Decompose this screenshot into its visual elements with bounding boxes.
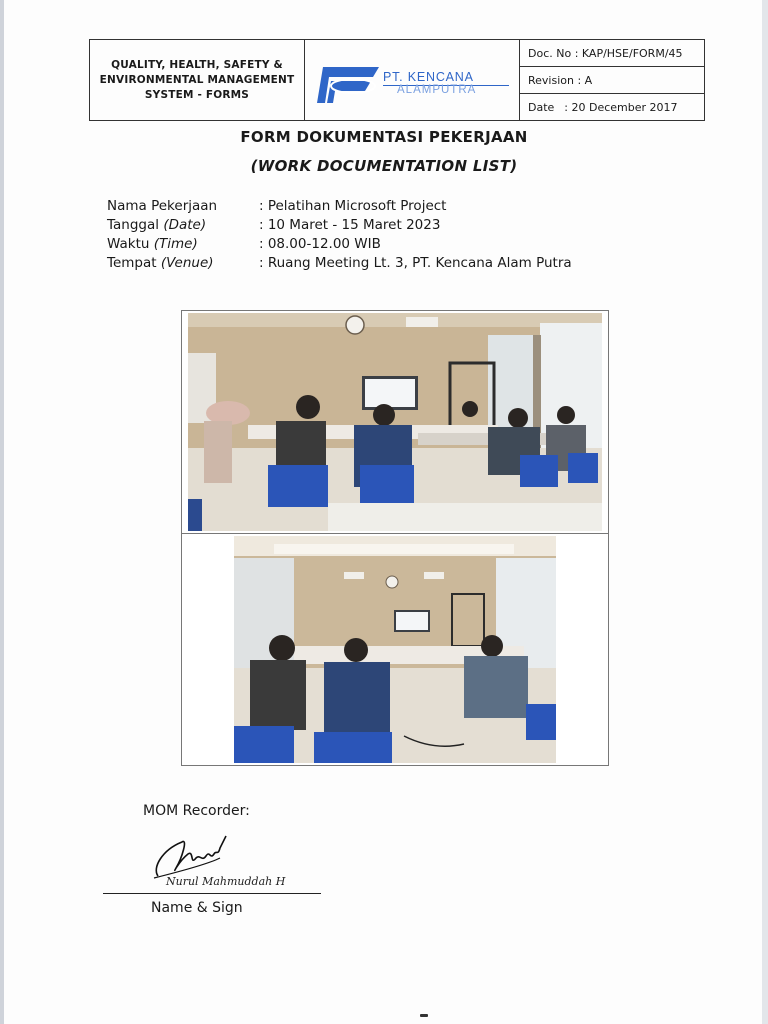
scan-mark — [420, 1014, 428, 1017]
company-name-sub: ALAMPUTRA — [397, 84, 477, 96]
training-photo-2 — [234, 536, 556, 763]
date-value: : 10 Maret - 15 Maret 2023 — [259, 217, 441, 233]
training-photo-1 — [188, 313, 602, 531]
system-title-line: SYSTEM - FORMS — [144, 88, 250, 101]
page-edge — [762, 0, 768, 1024]
date-label-id: Tanggal — [107, 217, 160, 233]
document-header — [89, 39, 705, 121]
job-value: : Pelatihan Microsoft Project — [259, 198, 447, 214]
time-label-id: Waktu — [107, 236, 150, 252]
form-subtitle: (WORK DOCUMENTATION LIST) — [250, 157, 518, 175]
time-value: : 08.00-12.00 WIB — [259, 236, 381, 252]
doc-number: Doc. No : KAP/HSE/FORM/45 — [520, 40, 704, 67]
detail-row-venue — [107, 254, 572, 273]
mom-recorder-label: MOM Recorder: — [143, 803, 250, 819]
venue-label-en: (Venue) — [160, 255, 214, 271]
doc-date-value: : 20 December 2017 — [564, 100, 678, 114]
signature-line — [103, 893, 321, 894]
detail-row-date — [107, 216, 572, 235]
venue-label — [107, 254, 259, 273]
system-title-line: ENVIRONMENTAL MANAGEMENT — [99, 73, 295, 86]
photo-divider — [181, 533, 609, 534]
date-label-en: (Date) — [163, 217, 207, 233]
document-meta — [520, 40, 704, 120]
detail-row-time — [107, 235, 572, 254]
venue-label-id: Tempat — [107, 255, 157, 271]
job-details — [107, 197, 572, 273]
time-label — [107, 235, 259, 254]
system-title-line: QUALITY, HEALTH, SAFETY & — [111, 58, 283, 71]
revision: Revision : A — [520, 67, 704, 94]
system-title — [90, 40, 305, 120]
job-label: Nama Pekerjaan — [107, 198, 218, 214]
signature-caption: Name & Sign — [151, 900, 243, 916]
date-label — [107, 216, 259, 235]
company-logo-icon — [313, 63, 383, 107]
detail-row-job — [107, 197, 572, 216]
company-logo — [305, 40, 520, 120]
signer-name: Nurul Mahmuddah H — [166, 875, 286, 888]
venue-value: : Ruang Meeting Lt. 3, PT. Kencana Alam Putra — [259, 255, 572, 271]
page-edge — [0, 0, 4, 1024]
time-label-en: (Time) — [153, 236, 198, 252]
form-title: FORM DOKUMENTASI PEKERJAAN — [240, 128, 528, 146]
company-name: PT. KENCANA — [383, 70, 474, 84]
doc-date-label: Date — [528, 100, 555, 114]
doc-date — [520, 94, 704, 120]
